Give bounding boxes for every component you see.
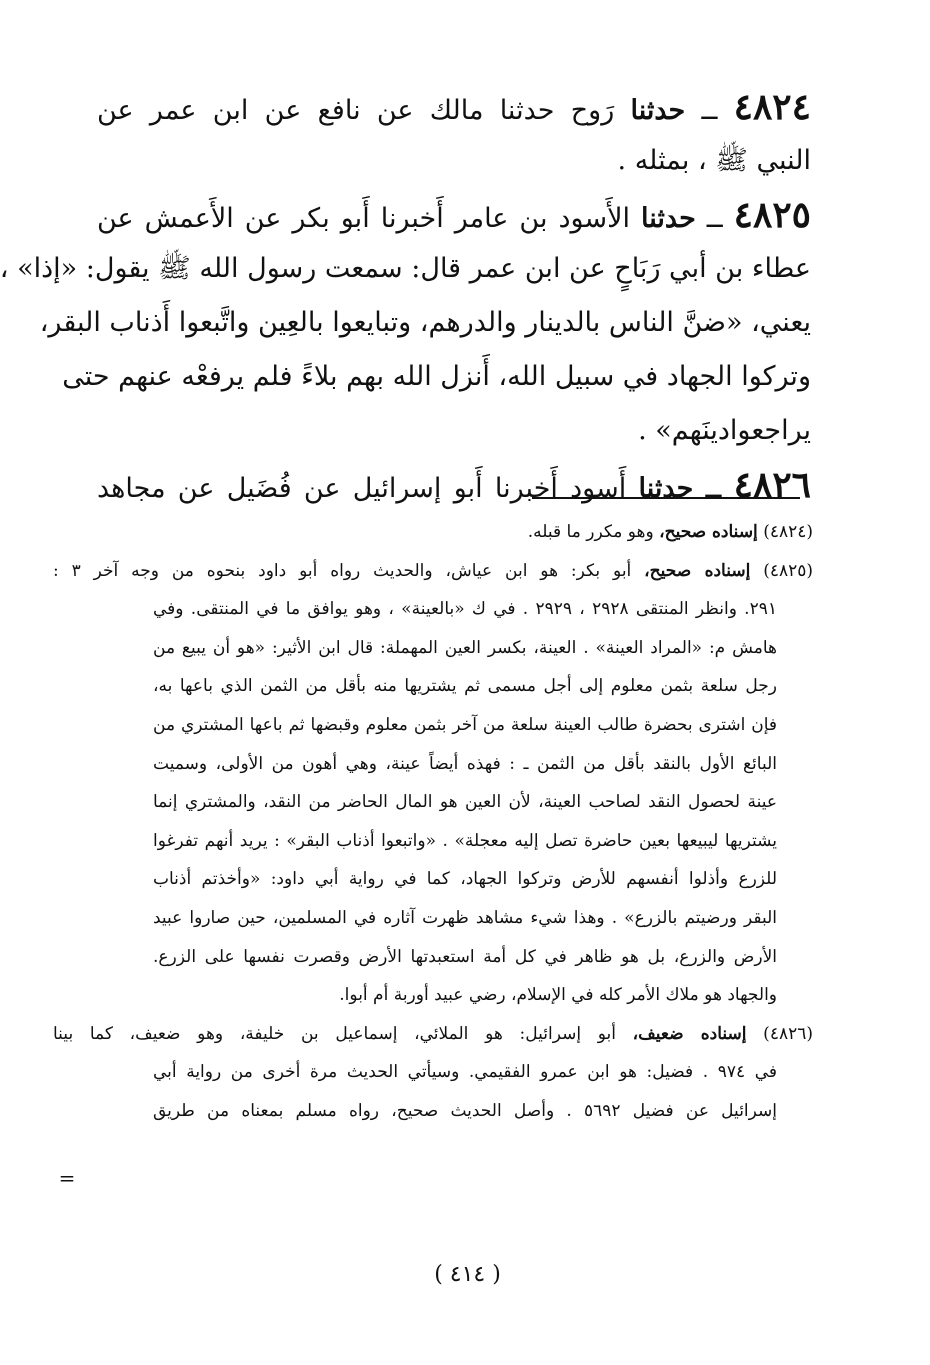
footnote-text: عينة لحصول النقد لصاحب العينة، لأن العين هو المال الحاضر من النقد، والمشتري إنما <box>153 792 777 813</box>
dash: ــ <box>701 95 718 126</box>
hadith-4825-line-1 <box>97 188 811 242</box>
hadith-number: ٤٨٢٥ <box>733 194 811 236</box>
footnote-4825-line-9 <box>53 860 813 899</box>
hadith-text: رَوح حدثنا مالك عن نافع عن ابن عمر عن <box>97 95 615 126</box>
hadith-number: ٤٨٢٦ <box>733 464 811 506</box>
hadith-4824-line-1 <box>97 80 811 134</box>
hadith-4825-line-2 <box>0 242 811 296</box>
footnote-text: في ٩٧٤ . فضيل: هو ابن عمرو الفقيمي. وسيأتي الحديث مرة أخرى من رواية أبي <box>153 1062 777 1083</box>
footnote-text: الأرض والزرع، بل هو ظاهر في كل أمة استعبدتها الأرض وقصرت نفسها على الزرع. <box>153 946 777 967</box>
hadith-4824-line-2 <box>97 134 811 188</box>
footnote-text: البقر ورضيتم بالزرع» . وهذا شيء مشاهد ظهرت آثاره في المسلمين، حين صاروا عبيد <box>153 907 777 928</box>
footnote-4824 <box>53 513 813 552</box>
footnote-text: للزرع وأذلوا أنفسهم للأرض وتركوا الجهاد، كما في رواية أبي داود: «وأخذتم أذناب <box>153 869 777 890</box>
footnote-4826-line-2 <box>53 1053 813 1092</box>
footnote-4825-line-1 <box>53 552 813 591</box>
footnote-4825-line-2 <box>53 590 813 629</box>
hadith-4825-line-3 <box>39 296 811 350</box>
dash: ــ <box>705 473 722 504</box>
hadith-text: الأَسود بن عامر أَخبرنا أَبو بكر عن الأَعمش عن <box>97 203 630 234</box>
hadith-keyword: حدثنا <box>630 95 686 126</box>
footnote-text: رجل سلعة بثمن معلوم إلى أجل مسمى ثم يشتريها منه بأقل من الثمن الذي باعها به، <box>153 676 777 697</box>
footnote-text: وهو مكرر ما قبله. <box>527 522 654 542</box>
hadith-text: النبي ﷺ ، بمثله . <box>617 145 811 176</box>
footnote-4825-line-12 <box>53 976 813 1015</box>
footnote-text: البائع الأول بالنقد بأقل من الثمن ـ : فهذه أيضاً عينة، وهي أهون من الأولى، وسميت <box>153 753 777 774</box>
footnote-text: والجهاد هو ملاك الأمر كله في الإسلام، رضي عبيد أوربة أم أبوا. <box>339 985 777 1006</box>
footnote-keyword: إسناده صحيح، <box>659 522 758 542</box>
footnote-text: ٢٩١. وانظر المنتقى ٢٩٢٨ ، ٢٩٢٩ . في ك «بالعينة» ، وهو يوافق ما في المنتقى. وفي <box>153 599 777 620</box>
footnote-number: (٤٨٢٤) <box>763 522 813 542</box>
footnote-number: (٤٨٢٦) <box>763 1023 813 1044</box>
footnote-keyword: إسناده ضعيف، <box>632 1023 747 1044</box>
hadith-keyword: حدثنا <box>638 473 694 504</box>
hadith-text: يعني، «ضنَّ الناس بالدينار والدرهم، وتبايعوا بالعِين واتَّبعوا أَذناب البقر، <box>39 307 811 338</box>
footnote-4825-line-3 <box>53 629 813 668</box>
footnote-text: فإن اشترى بحضرة طالب العينة سلعة من آخر بثمن معلوم وقبضها ثم باعها المشتري من <box>153 714 777 735</box>
main-text <box>0 80 811 512</box>
footnote-4826-line-1 <box>53 1015 813 1054</box>
footnote-4825-line-11 <box>53 938 813 977</box>
hadith-text: أَسود أَخبرنا أَبو إسرائيل عن فُضَيل عن مجاهد <box>97 473 627 504</box>
footnote-4825-line-8 <box>53 822 813 861</box>
hadith-number: ٤٨٢٤ <box>733 86 811 128</box>
hadith-text: وتركوا الجهاد في سبيل الله، أَنزل الله بهم بلاءً فلم يرفعْه عنهم حتى <box>62 361 811 392</box>
hadith-keyword: حدثنا <box>641 203 696 234</box>
footnote-4826-line-3 <box>53 1092 813 1131</box>
footnote-4825-line-4 <box>53 667 813 706</box>
hadith-4825-line-5 <box>97 404 811 458</box>
footnotes <box>53 513 813 1131</box>
dash: ــ <box>706 203 723 234</box>
footnote-text: إسرائيل عن فضيل ٥٦٩٢ . وأصل الحديث صحيح، رواه مسلم بمعناه من طريق <box>153 1100 777 1121</box>
page-number: ( ٤١٤ ) <box>434 1262 501 1287</box>
footnote-number: (٤٨٢٥) <box>763 560 814 581</box>
footnote-text: يشتريها ليبيعها بعين حاضرة تصل إليه معجلة» . «واتبعوا أذناب البقر» : يريد أنهم تفرغوا <box>153 830 777 851</box>
footnote-keyword: إسناده صحيح، <box>644 560 751 581</box>
footnote-4825-line-5 <box>53 706 813 745</box>
hadith-4825-line-4 <box>62 350 811 404</box>
footnote-text: هامش م: «المراد العينة» . العينة، بكسر العين المهملة: قال ابن الأثير: «هو أن يبيع من <box>153 637 777 658</box>
footnote-4825-line-7 <box>53 783 813 822</box>
footnote-separator <box>532 497 800 499</box>
hadith-text: عطاء بن أبي رَبَاحٍ عن ابن عمر قال: سمعت رسول الله ﷺ يقول: «إذا» ، <box>0 253 811 284</box>
footnote-text: أبو بكر: هو ابن عياش، والحديث رواه أبو داود بنحوه من وجه آخر ٣ : <box>53 560 632 581</box>
hadith-4826-line-1 <box>97 458 811 512</box>
footnote-text: أبو إسرائيل: هو الملائي، إسماعيل بن خليفة، وهو ضعيف، كما بينا <box>53 1023 616 1044</box>
continuation-mark: = <box>58 1166 76 1190</box>
footnote-4825-line-10 <box>53 899 813 938</box>
footnote-4825-line-6 <box>53 745 813 784</box>
hadith-text: يراجعوادينَهم» . <box>638 415 811 446</box>
